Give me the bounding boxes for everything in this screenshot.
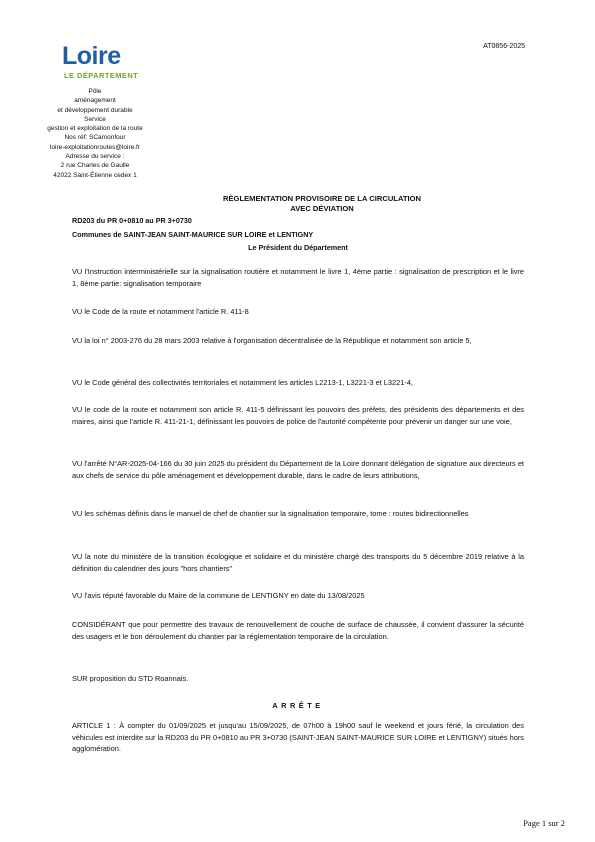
paragraph-vu-note-ministere: VU la note du ministère de la transition écologique et solidaire et du ministère chargé des transports du 5 décembre 2019 relative à la définition du calendrier des jours "hors chantiers" — [72, 552, 524, 573]
sender-line: et développement durable — [57, 106, 133, 114]
communes-line: Communes de SAINT-JEAN SAINT-MAURICE SUR LOIRE et LENTIGNY — [72, 230, 314, 239]
sender-line: aménagement — [74, 97, 116, 105]
department-logo-subtitle: LE DÉPARTEMENT — [64, 71, 139, 80]
sender-line: Adresse du service : — [65, 153, 125, 161]
paragraph-considerant: CONSIDÉRANT que pour permettre des travaux de renouvellement de couche de surface de chaussée, il convient d'assurer la sécurité des usagers et le bon déroulement du chantier par la réglementation temporaire de la circulation. — [72, 620, 524, 641]
paragraph-vu-loi: VU la loi n° 2003-276 du 28 mars 2003 relative à l'organisation décentralisée de la République et notamment son article 5, — [72, 336, 472, 345]
paragraph-sur-proposition: SUR proposition du STD Roannais. — [72, 674, 189, 683]
paragraph-vu-schemas: VU les schémas définis dans le manuel de chef de chantier sur la signalisation temporaire, tome : routes bidirectionnelles — [72, 509, 469, 518]
arrete-heading: ARRÊTE — [272, 701, 324, 710]
paragraph-vu-avis-maire: VU l'avis réputé favorable du Maire de la commune de LENTIGNY en date du 13/08/2025 — [72, 591, 365, 600]
paragraph-vu-code-route: VU le Code de la route et notamment l'article R. 411-8 — [72, 307, 249, 316]
paragraph-vu-cgct: VU le Code général des collectivités territoriales et notamment les articles L2213-1, L3221-3 et L3221-4, — [72, 378, 413, 387]
sender-email-link[interactable]: loire-exploitationroutes@loire.fr — [49, 143, 141, 151]
sender-line: 2 rue Charles de Gaulle — [60, 162, 130, 170]
paragraph-vu-instruction: VU l'Instruction interministérielle sur la signalisation routière et notamment le livre 1, 4ème partie : signalisation de prescription et le livre 1, 8ème partie: signalisation temporaire — [72, 267, 524, 288]
department-logo-wordmark: Loire — [62, 42, 121, 70]
page-number: Page 1 sur 2 — [523, 818, 565, 828]
document-reference: AT0856-2025 — [483, 43, 525, 50]
title-line-1: RÈGLEMENTATION PROVISOIRE DE LA CIRCULATION — [223, 194, 421, 203]
president-line: Le Président du Département — [248, 243, 348, 252]
sender-line: gestion et exploitation de la route — [47, 125, 143, 133]
sender-line: Nos réf: SCamonfour — [64, 134, 126, 142]
title-line-2: AVEC DÉVIATION — [290, 203, 354, 213]
sender-line: Service — [84, 115, 106, 123]
article-1: ARTICLE 1 : À compter du 01/09/2025 et jusqu'au 15/09/2025, de 07h00 à 19h00 sauf le weekend et jours férié, la circulation des véhicules est interdite sur la RD203 du PR 0+0810 au PR 3+0730 (SAINT-JEAN SAINT-MAURICE SUR LOIRE et LENTIGNY) situés hors agglomération. — [72, 721, 524, 754]
sender-line: Pôle — [88, 88, 102, 95]
paragraph-vu-r411-5: VU le code de la route et notamment son article R. 411-5 définissant les pouvoirs des préfets, des présidents des départements et des maires, ainsi que l'article R. 411-21-1, définissant les pouvoirs de police de l'autorité compétente pour prévenir un danger sur une voie, — [72, 405, 524, 426]
sender-address-block — [10, 87, 180, 180]
road-section: RD203 du PR 0+0810 au PR 3+0730 — [72, 216, 192, 225]
sender-line: 42022 Saint-Étienne cedex 1 — [53, 171, 137, 179]
document-title-block — [170, 194, 474, 213]
paragraph-vu-arrete-delegation: VU l'arrêté N°AR-2025-04-166 du 30 juin 2025 du président du Département de la Loire donnant délégation de signature aux directeurs et aux chefs de service du pôle aménagement et développement durable, dans le cadre de leurs attributions, — [72, 459, 524, 480]
